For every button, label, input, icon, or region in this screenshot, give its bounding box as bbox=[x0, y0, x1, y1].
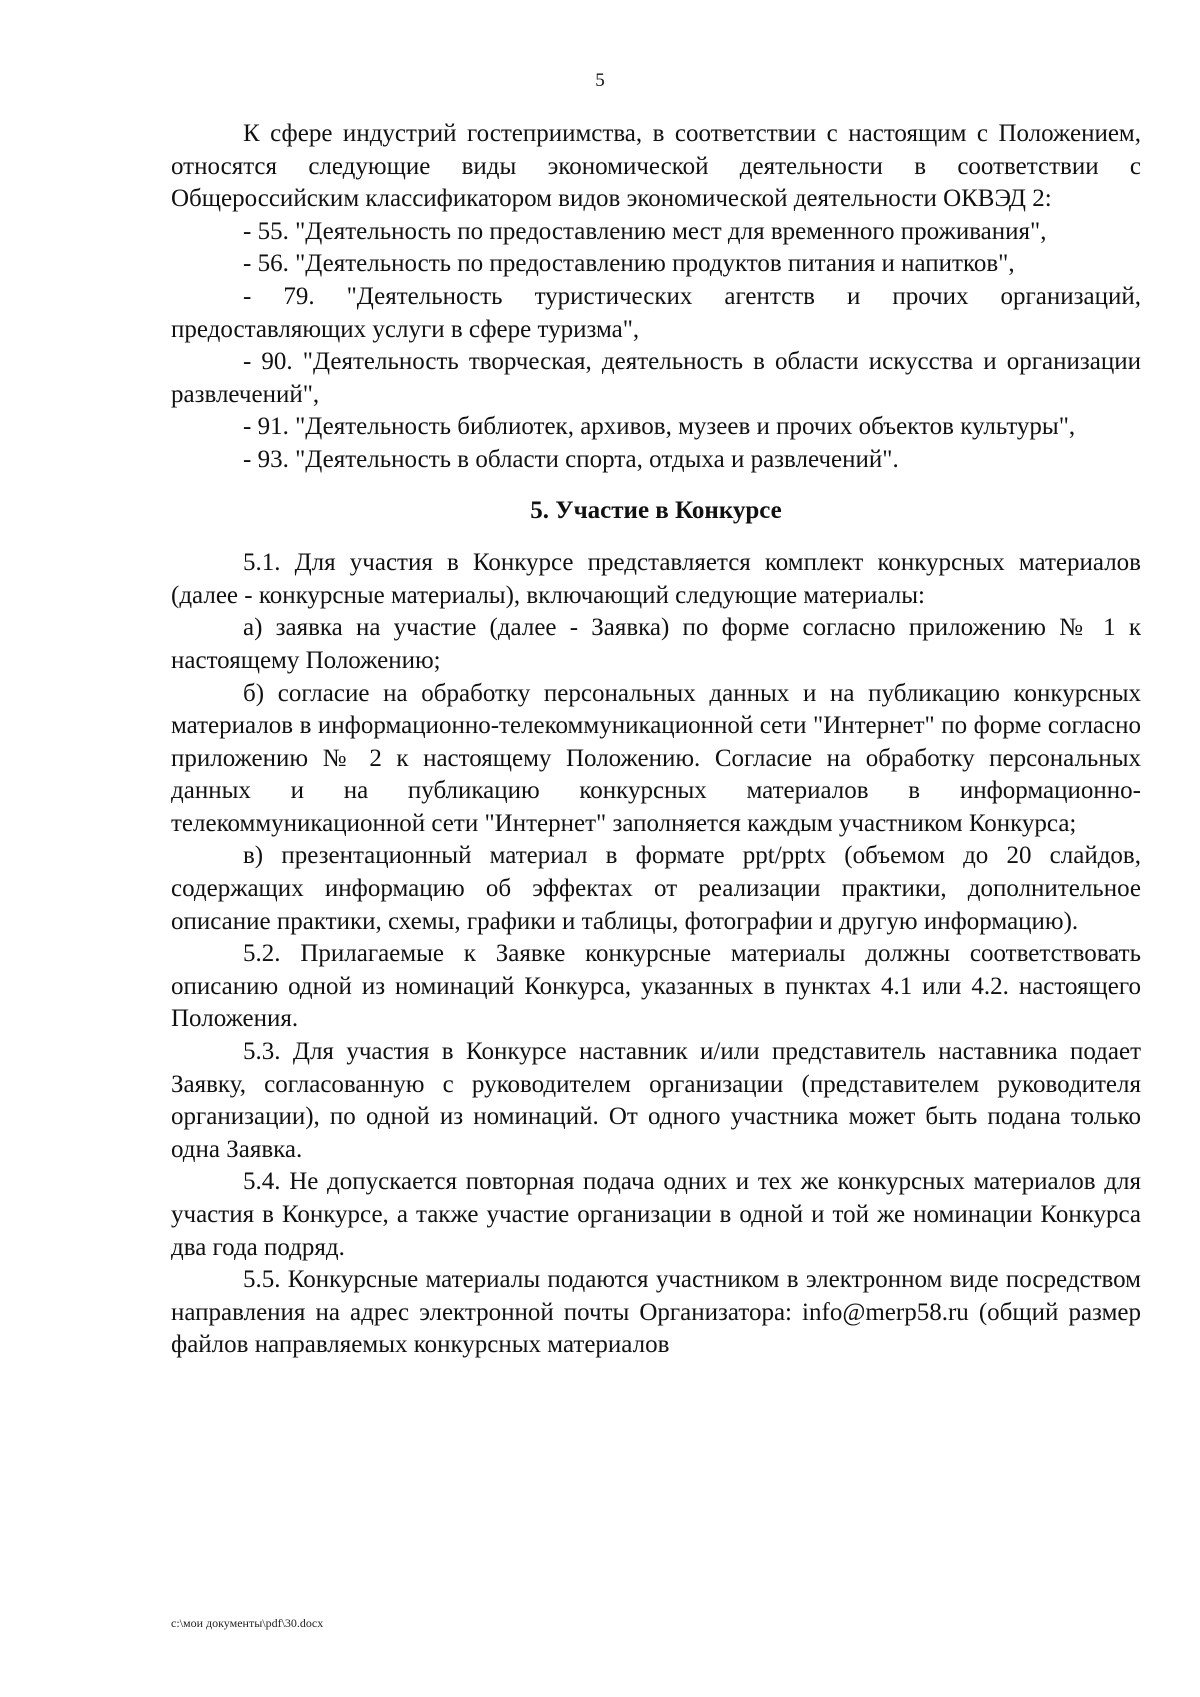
document-body bbox=[171, 118, 1141, 1362]
clause-5-3: 5.3. Для участия в Конкурсе наставник и/или представитель наставника подает Заявку, согласованную с руководителем организации (представителем руководителя организации), по одной из номинаций. От одного участника может быть подана только одна Заявка. bbox=[171, 1038, 1141, 1163]
intro-paragraph: К сфере индустрий гостеприимства, в соответствии с настоящим с Положением, относятся следующие виды экономической деятельности в соответствии с Общероссийским классификатором видов экономической деятельности ОКВЭД 2: bbox=[171, 120, 1141, 213]
clause-5-5: 5.5. Конкурсные материалы подаются участником в электронном виде посредством направления на адрес электронной почты Организатора: info@merp58.ru (общий размер файлов направляемых конкурсных материалов bbox=[171, 1266, 1141, 1359]
clause-5-4: 5.4. Не допускается повторная подача одних и тех же конкурсных материалов для участия в Конкурсе, а также участие организации в одной и той же номинации Конкурса два года подряд. bbox=[171, 1168, 1141, 1261]
page-number: 5 bbox=[595, 70, 605, 91]
activity-item-91: - 91. "Деятельность библиотек, архивов, музеев и прочих объектов культуры", bbox=[243, 413, 1076, 441]
activity-item-79: - 79. "Деятельность туристических агентств и прочих организаций, предоставляющих услуги в сфере туризма", bbox=[171, 282, 1141, 343]
footer-file-path: c:\мои документы\pdf\30.docx bbox=[171, 1616, 324, 1630]
section-heading: 5. Участие в Конкурсе bbox=[530, 496, 782, 524]
clause-5-2: 5.2. Прилагаемые к Заявке конкурсные материалы должны соответствовать описанию одной из номинаций Конкурса, указанных в пунктах 4.1 или 4.2. настоящего Положения. bbox=[171, 940, 1141, 1033]
activity-item-93: - 93. "Деятельность в области спорта, отдыха и развлечений". bbox=[243, 445, 899, 473]
clause-5-1-a: а) заявка на участие (далее - Заявка) по форме согласно приложению № 1 к настоящему Положению; bbox=[171, 614, 1141, 674]
clause-5-1: 5.1. Для участия в Конкурсе представляется комплект конкурсных материалов (далее - конкурсные материалы), включающий следующие материалы: bbox=[171, 549, 1141, 609]
activity-item-56: - 56. "Деятельность по предоставлению продуктов питания и напитков", bbox=[243, 250, 1015, 278]
activity-item-55: - 55. "Деятельность по предоставлению мест для временного проживания", bbox=[243, 217, 1047, 245]
clause-5-1-c: в) презентационный материал в формате ppt/pptx (объемом до 20 слайдов, содержащих информацию об эффектах от реализации практики, дополнительное описание практики, схемы, графики и таблицы, фотографии и другую информацию). bbox=[171, 842, 1141, 935]
activity-item-90: - 90. "Деятельность творческая, деятельность в области искусства и организации развлечений", bbox=[171, 348, 1141, 408]
clause-5-1-b: б) согласие на обработку персональных данных и на публикацию конкурсных материалов в информационно-телекоммуникационной сети "Интернет" по форме согласно приложению № 2 к настоящему Положению. Согласие на обработку персональных данных и на публикацию конкурсных материалов в информационно-телекоммуникационной сети "Интернет" заполняется каждым участником Конкурса; bbox=[171, 679, 1141, 837]
